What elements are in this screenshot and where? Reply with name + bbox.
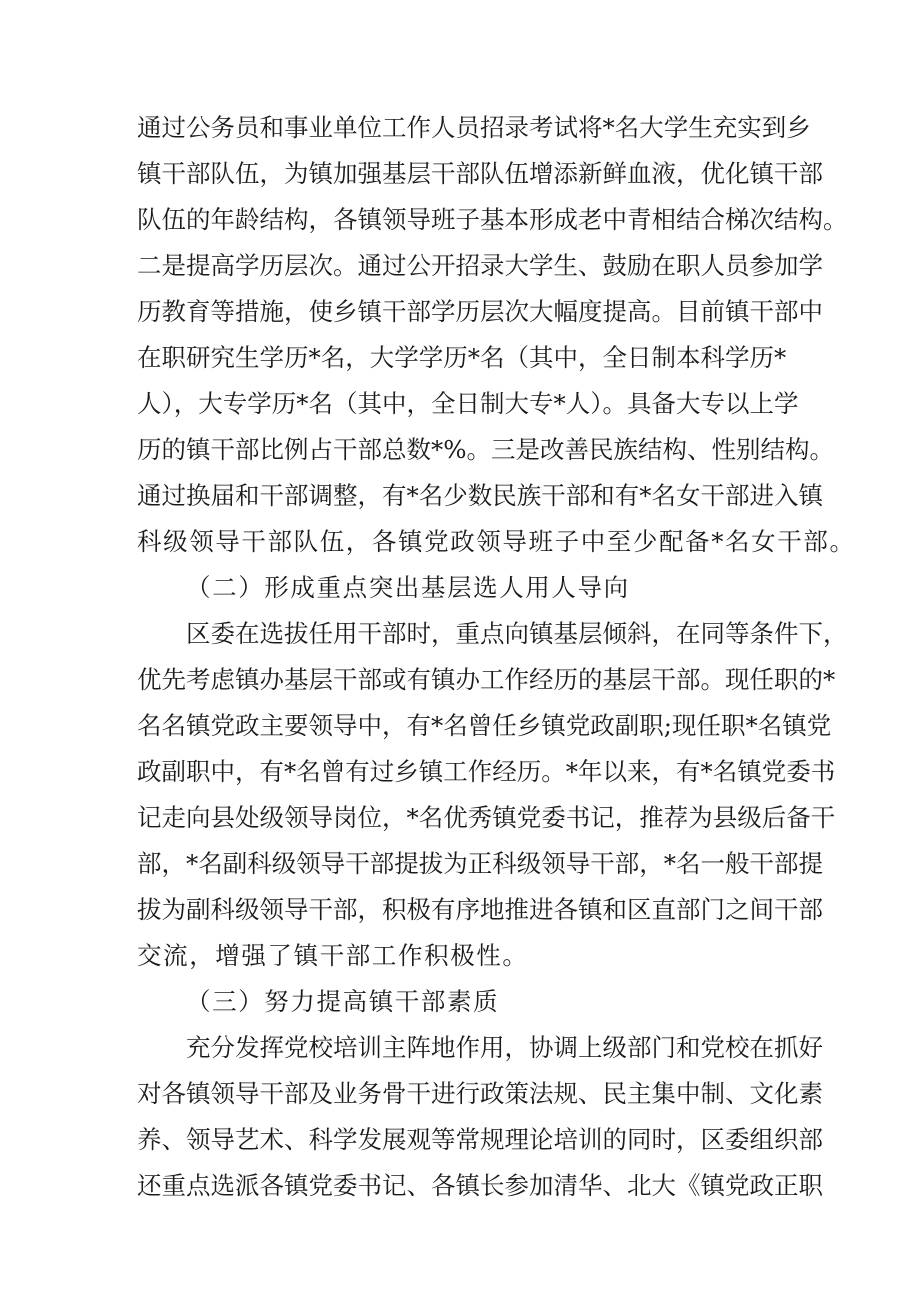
- section-heading-2: （二）形成重点突出基层选人用人导向: [186, 573, 630, 602]
- paragraph-1-line-6: 在职研究生学历*名，大学学历*名（其中，全日制本科学历*: [137, 343, 787, 372]
- paragraph-1-line-1: 通过公务员和事业单位工作人员招录考试将*名大学生充实到乡: [137, 113, 811, 142]
- paragraph-2-line-4: 政副职中，有*名曾有过乡镇工作经历。*年以来，有*名镇党委书: [137, 757, 836, 786]
- paragraph-2-line-7: 拔为副科级领导干部，积极有序地推进各镇和区直部门之间干部: [137, 895, 823, 924]
- paragraph-3-line-1: 充分发挥党校培训主阵地作用，协调上级部门和党校在抓好: [186, 1033, 823, 1062]
- paragraph-2-line-6: 部，*名副科级领导干部提拔为正科级领导干部，*名一般干部提: [137, 849, 823, 878]
- paragraph-3-line-4: 还重点选派各镇党委书记、各镇长参加清华、北大《镇党政正职: [137, 1171, 823, 1200]
- paragraph-3-line-3: 养、领导艺术、科学发展观等常规理论培训的同时，区委组织部: [137, 1125, 823, 1154]
- paragraph-1-line-3: 队伍的年龄结构，各镇领导班子基本形成老中青相结合梯次结构。: [137, 205, 848, 234]
- paragraph-1-line-8: 历的镇干部比例占干部总数*%。三是改善民族结构、性别结构。: [137, 435, 835, 464]
- paragraph-1-line-9: 通过换届和干部调整，有*名少数民族干部和有*名女干部进入镇: [137, 481, 823, 510]
- paragraph-3-line-2: 对各镇领导干部及业务骨干进行政策法规、民主集中制、文化素: [137, 1079, 823, 1108]
- section-heading-3: （三）努力提高镇干部素质: [186, 987, 500, 1016]
- paragraph-2-line-5: 记走向县处级领导岗位，*名优秀镇党委书记，推荐为县级后备干: [137, 803, 836, 832]
- paragraph-1-line-4: 二是提高学历层次。通过公开招录大学生、鼓励在职人员参加学: [137, 251, 823, 280]
- paragraph-1-line-2: 镇干部队伍，为镇加强基层干部队伍增添新鲜血液，优化镇干部: [137, 159, 823, 188]
- paragraph-2-line-3: 名名镇党政主要领导中，有*名曾任乡镇党政副职;现任职*名镇党: [137, 711, 832, 740]
- paragraph-1-line-10: 科级领导干部队伍，各镇党政领导班子中至少配备*名女干部。: [137, 527, 856, 556]
- paragraph-2-line-8: 交流，增强了镇干部工作积极性。: [137, 941, 529, 970]
- paragraph-1-line-5: 历教育等措施，使乡镇干部学历层次大幅度提高。目前镇干部中: [137, 297, 823, 326]
- paragraph-2-line-1: 区委在选拔任用干部时，重点向镇基层倾斜，在同等条件下，: [186, 619, 848, 648]
- paragraph-1-line-7: 人），大专学历*名（其中，全日制大专*人）。具备大专以上学: [137, 389, 799, 418]
- paragraph-2-line-2: 优先考虑镇办基层干部或有镇办工作经历的基层干部。现任职的*: [137, 665, 836, 694]
